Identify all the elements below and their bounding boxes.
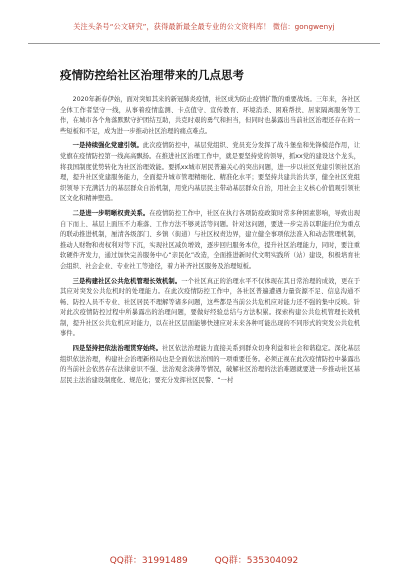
document-body <box>60 95 360 386</box>
paragraph-heading: 四是坚持把依法治理贯穿始终。 <box>72 345 163 353</box>
qq-group-2: QQ群：535304092 <box>214 556 299 566</box>
paragraph-4: 四是坚持把依法治理贯穿始终。社区依法治理能力直接关系到群众切身利益和社会和谐稳定。深化基层组织依法治理，构建社会治理新格局也是全面依法治国的一项重要任务。必须正视在此次疫情防控中暴露出的当前社会依然存在法律意识不强、法治观念淡薄等情况，破解社区治理的法治难题就要进一步推动社区基层民主法治建设制度化、规范化；要充分发挥社区民警、“一村 <box>60 345 361 384</box>
document-title: 疫情防控给社区治理带来的几点思考 <box>60 68 244 82</box>
paragraph-heading: 一是持续强化党建引领。 <box>72 142 143 150</box>
promo-banner: 关注头条号“公文研究”，获得最新最全最专业的公文资料库！ 微信：gongwenyj <box>73 22 335 31</box>
paragraph-1: 一是持续强化党建引领。此次疫情防控中，基层党组织、党员充分发挥了战斗堡垒和先锋模范作用，让党旗在疫情防控第一线高高飘扬。在推进社区治理工作中，就是要坚持党的领导，抓xx党的建设这个龙头，将我国制度优势转化为社区治理效能。要抓xx城市居民普遍关心的突出问题，进一步以社区党建引领社区治理，提升社区党建服务能力，全面提升城市管理精细化、精准化水平；要坚持共建共治共享，健全社区党组织领导下充满活力的基层群众自治机制，用党内基层民主带动基层群众自治，用社会主义核心价值观引领社区文化和精神塑造。 <box>60 142 361 203</box>
qq-group-footer <box>0 553 408 566</box>
paragraph-heading: 三是构建社区公共危机管理长效机制。 <box>72 277 182 285</box>
paragraph-heading: 二是进一步明晰权责关系。 <box>72 209 150 217</box>
header-divider <box>28 43 380 44</box>
qq-group-1: QQ群：31991489 <box>109 556 188 566</box>
paragraph-2: 二是进一步明晰权责关系。在疫情防控工作中，社区在执行各项防疫政策时常多种困素影响，导致出现自下而上、基层上面压不力难落、工作方法不够灵活等问题。针对这问题，要进一步完善以职能归位为重点的联动推进机制，厘清各级部门、乡镇（街道）与社区权责边界，建立健全事项依法准入和动态管理机制，推动人财物和责权利对等下沉，实现社区减负增效，逐步回归服务本位，提升社区治理能力，同时，要注重软硬件齐发力，通过加快完善服务中心“亲民化”改造，全面推进新时代文明实践所（站）建设，积极培育社会组织、社会企业、专业社工等途径，着力补齐社区服务及治理短板。 <box>60 209 361 270</box>
paragraph-3: 三是构建社区公共危机管理长效机制。一个社区真正的治理水平不仅体现在其日常治理的成效，更在于其应对突发公共危机时的处理能力。在此次疫情防控工作中，各社区普遍遭遇力量资源不足、信息沟通不畅、防控人员不专业、社区居民不理解等诸多问题，这些都是当前公共危机应对能力还不强的集中反映。针对此次疫情防控过程中所暴露出的治理问题，要做好经验总结与方法积累。探索构建公共危机管理长效机制，提升社区公共危机应对能力，以在社区层面能够快速应对未来各种可能出现的不同形式的突发公共危机事件。 <box>60 277 361 338</box>
paragraph-intro: 2020年新春伊始，面对突如其来的新冠肺炎疫情，社区成为防止疫情扩散的重要战场。三年来，各社区全体工作者坚守一线，从事着疫情监测、卡点值守、宣传教育、环境消杀、困难帮扶、居家隔离服务等工作，在城市各个角落默默守护团结互助，共克时艰的勇气和担当，但同时也暴露出当前社区治理还存在的一些短板和不足，成为进一步推动社区治理的痛点难点。 <box>60 96 360 135</box>
